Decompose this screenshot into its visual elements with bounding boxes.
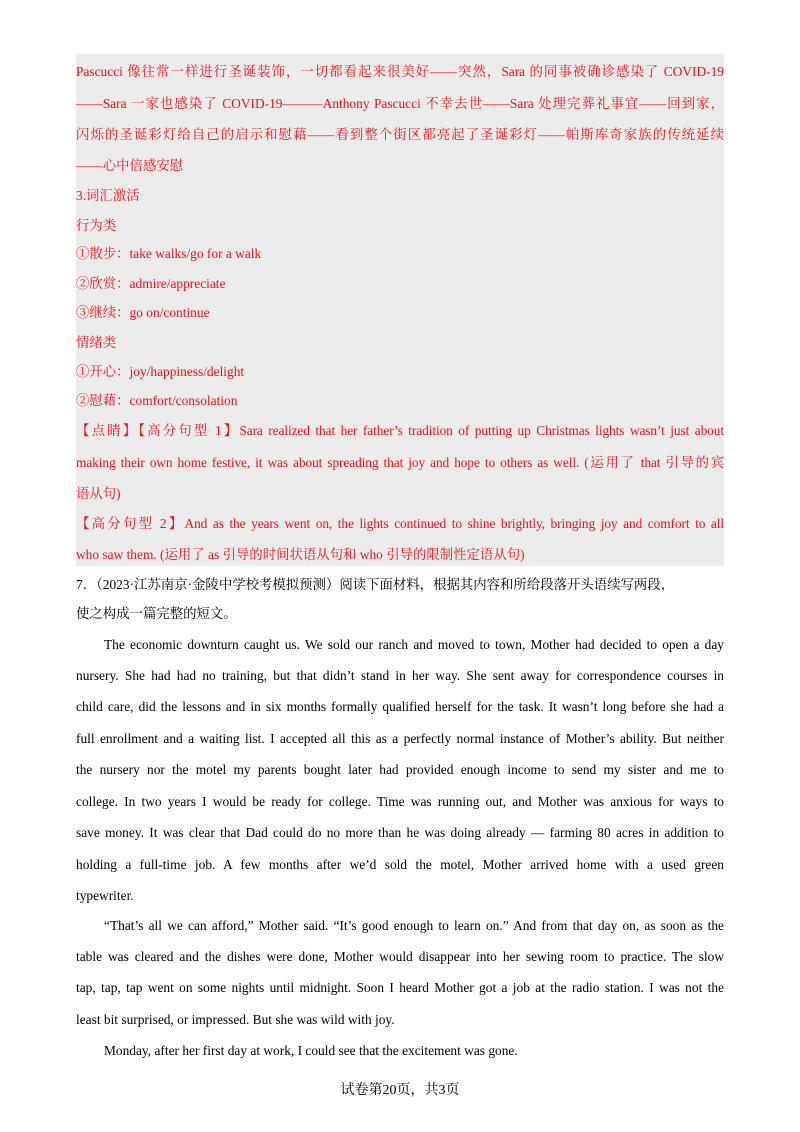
summary-line-3: 闪烁的圣诞彩灯给自己的启示和慰藉——看到整个街区都亮起了圣诞彩灯——帕斯库奇家族的传统延续 xyxy=(76,127,724,142)
summary-line-4: ——心中倍感安慰 xyxy=(76,158,184,173)
summary-line-1: Pascucci 像往常一样进行圣诞装饰，一切都看起来很美好——突然，Sara 的同事被确诊感染了 COVID-19 xyxy=(76,64,724,79)
emotion-item-2: ②慰藉：comfort/consolation xyxy=(76,393,238,408)
passage-line-1: The economic downturn caught us. We sold our ranch and moved to town, Mother had decided to open a day xyxy=(104,637,724,652)
passage-line-7: save money. It was clear that Dad could do no more than he was doing already — farming 80 acres in addition to xyxy=(76,825,724,840)
highlight-line-3: 语从句) xyxy=(76,486,121,501)
highlight-line-1: 【点睛】【高分句型 1】Sara realized that her father’s tradition of putting up Christmas lights wasn’t just about xyxy=(76,423,724,438)
summary-line-2: ——Sara 一家也感染了 COVID-19———Anthony Pascucci 不幸去世——Sara 处理完葬礼事宜——回到家， xyxy=(76,96,724,111)
highlight-line-4: 【高分句型 2】And as the years went on, the lights continued to shine brightly, bringing joy and comfort to all xyxy=(76,516,724,531)
passage-line-9: typewriter. xyxy=(76,888,134,903)
passage-line-14: Monday, after her first day at work, I could see that the excitement was gone. xyxy=(104,1043,518,1058)
question-header-line-2: 使之构成一篇完整的短文。 xyxy=(76,606,237,621)
vocab-heading: 3.词汇激活 xyxy=(76,188,140,203)
passage-line-10: “That’s all we can afford,” Mother said. “It’s good enough to learn on.” And from that day on, as soon as the xyxy=(104,918,724,933)
passage-line-6: college. In two years I would be ready for college. Time was running out, and Mother was anxious for ways to xyxy=(76,794,724,809)
page-footer: 试卷第20页，共3页 xyxy=(340,1083,460,1098)
passage-line-4: full enrollment and a waiting list. I accepted all this as a perfectly normal instance of Mother’s ability. But neither xyxy=(76,731,724,746)
action-heading: 行为类 xyxy=(76,218,117,233)
action-item-3: ③继续：go on/continue xyxy=(76,305,210,320)
passage-line-13: least bit surprised, or impressed. But she was wild with joy. xyxy=(76,1012,395,1027)
action-item-1: ①散步：take walks/go for a walk xyxy=(76,246,262,261)
passage-line-3: child care, did the lessons and in six months formally qualified herself for the task. It wasn’t long before she had a xyxy=(76,699,724,714)
passage-line-2: nursery. She had had no training, but that didn’t stand in her way. She sent away for correspondence courses in xyxy=(76,668,724,683)
emotion-heading: 情绪类 xyxy=(76,335,117,350)
passage-line-12: tap, tap, tap went on some nights until midnight. Soon I heard Mother got a job at the radio station. I was not the xyxy=(76,980,724,995)
passage-line-11: table was cleared and the dishes were done, Mother would disappear into her sewing room to practice. The slow xyxy=(76,949,724,964)
highlight-line-2: making their own home festive, it was about spreading that joy and hope to others as well. (运用了 that 引导的宾 xyxy=(76,455,724,470)
action-item-2: ②欣赏：admire/appreciate xyxy=(76,276,226,291)
question-header-line-1: 7．（2023·江苏南京·金陵中学校考模拟预测）阅读下面材料，根据其内容和所给段落开头语续写两段， xyxy=(76,577,675,592)
passage-line-8: holding a full-time job. A few months after we’d sold the motel, Mother arrived home with a used green xyxy=(76,857,724,872)
passage-line-5: the nursery nor the motel my parents bought later had provided enough income to send my sister and me to xyxy=(76,762,724,777)
emotion-item-1: ①开心：joy/happiness/delight xyxy=(76,364,245,379)
highlight-line-5: who saw them. (运用了 as 引导的时间状语从句和 who 引导的限制性定语从句) xyxy=(76,547,525,562)
